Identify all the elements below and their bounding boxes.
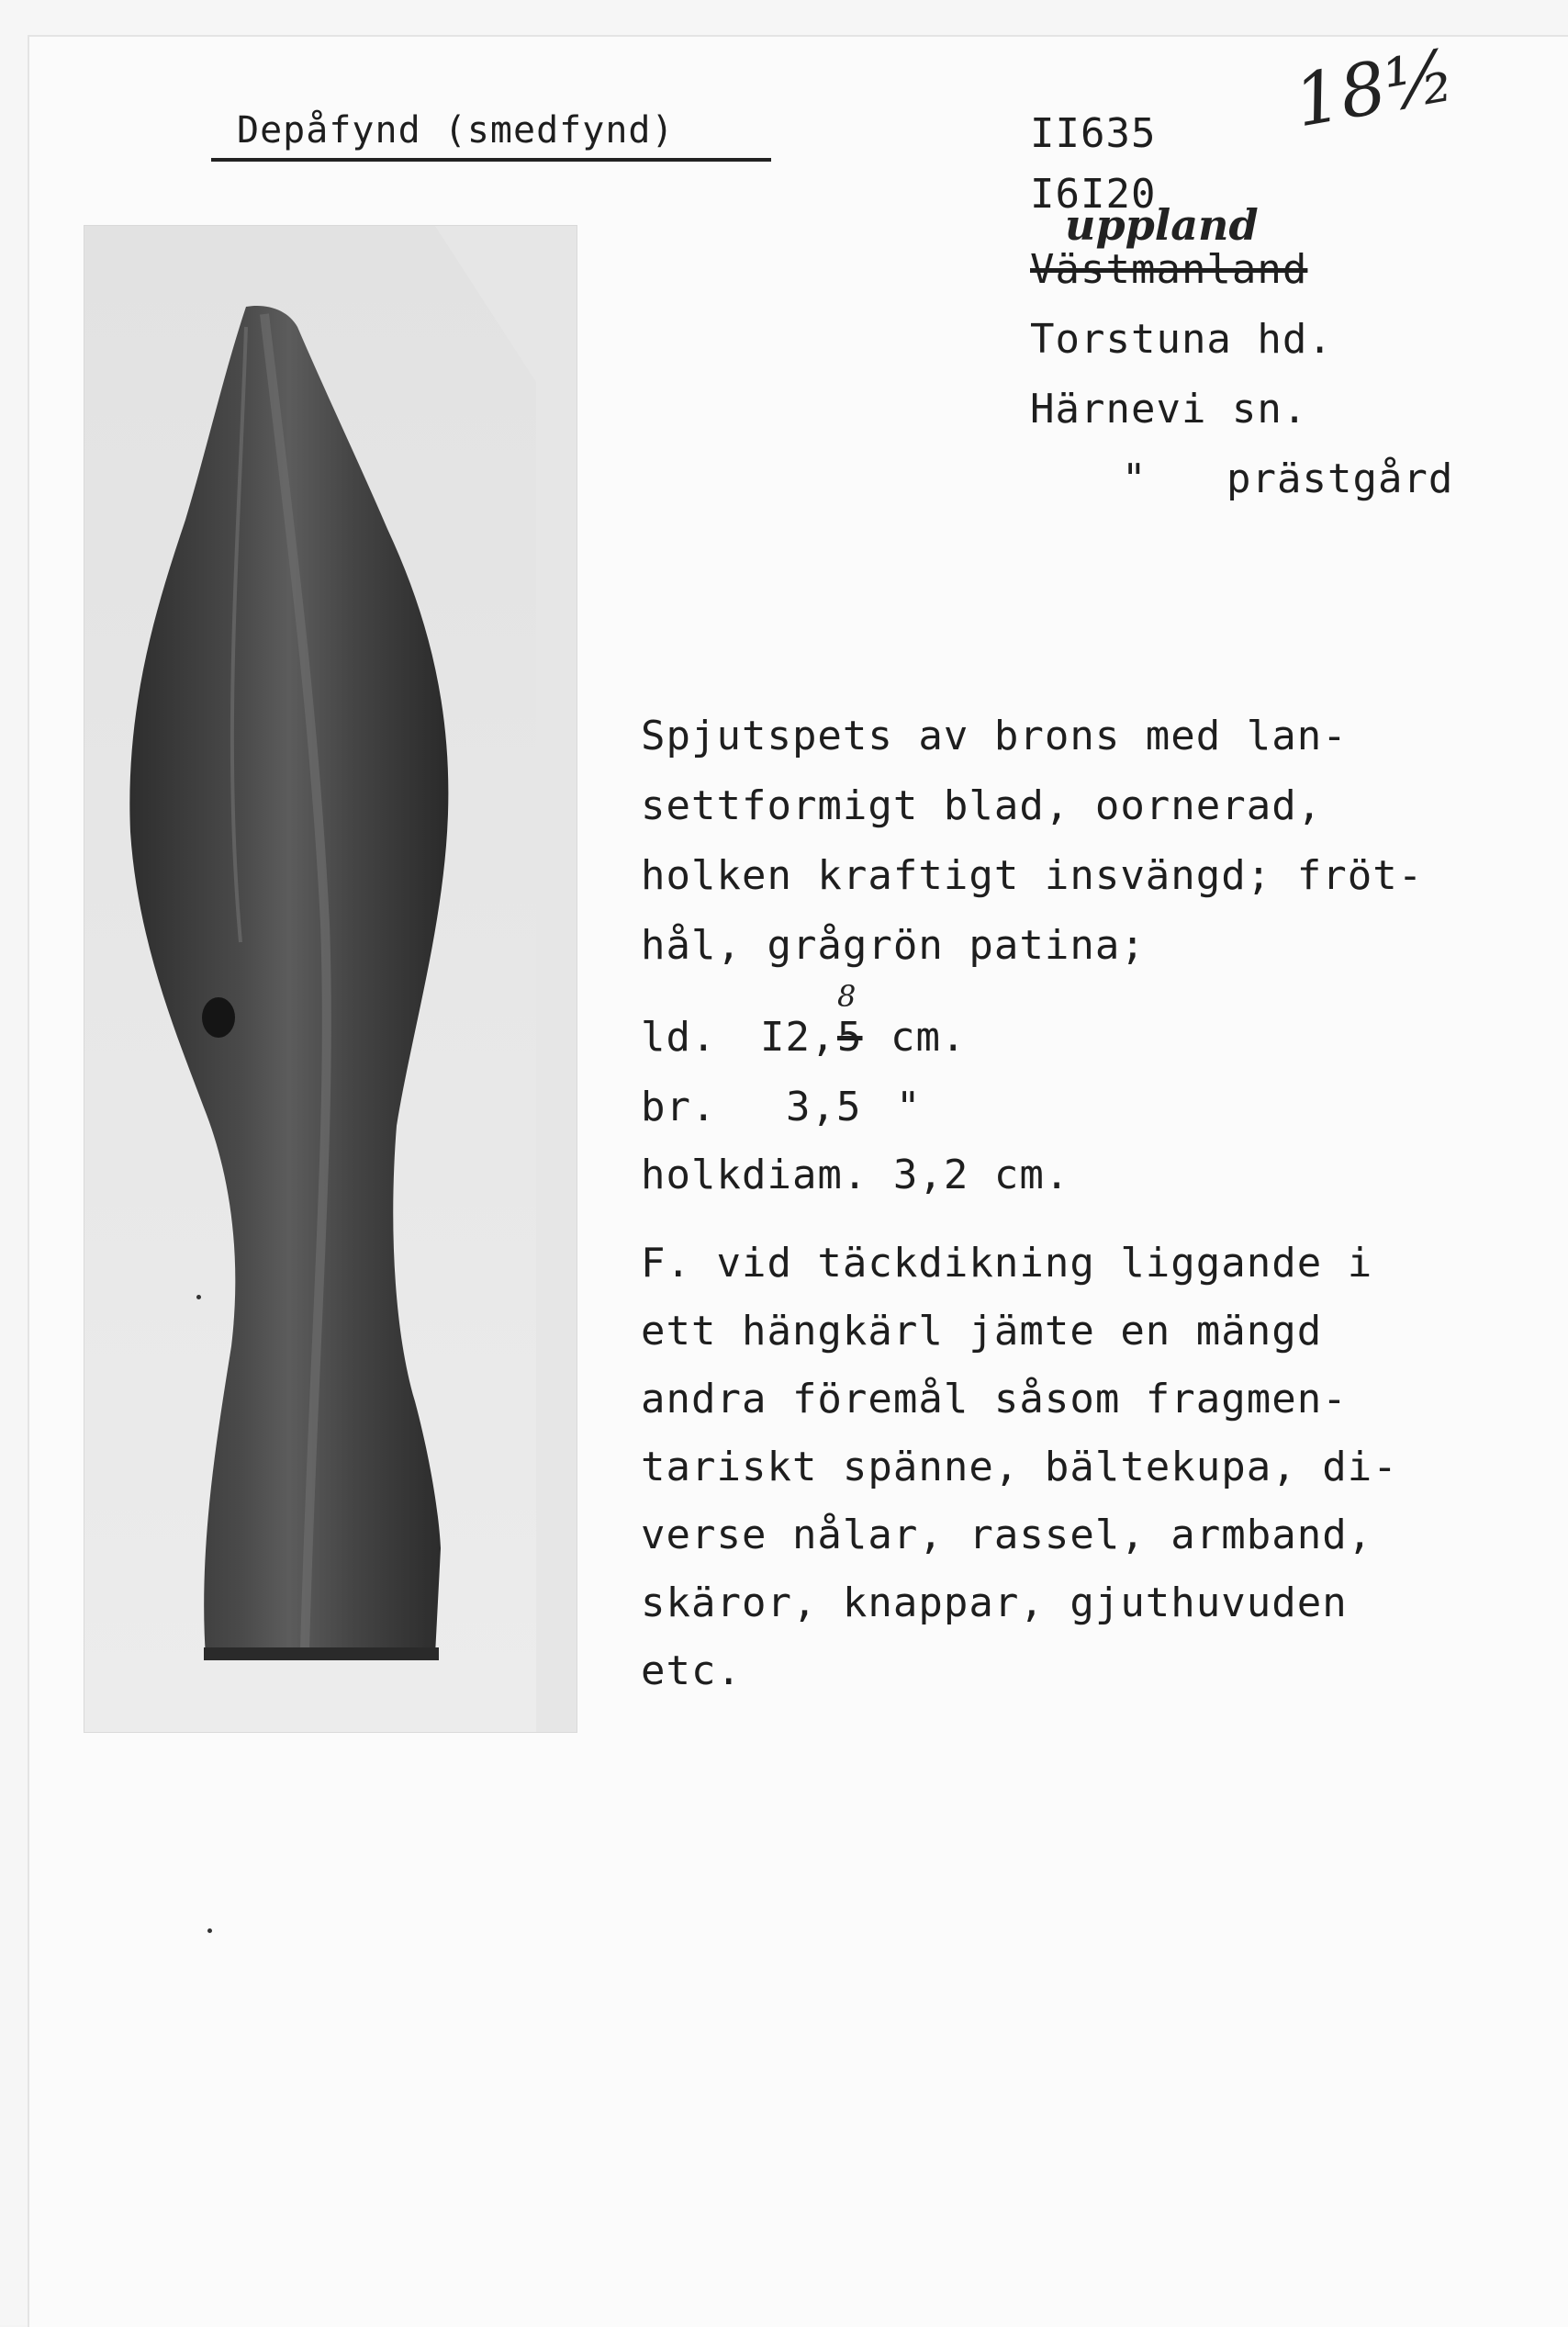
description-line-4: hål, grågrön patina; [641, 922, 1146, 969]
find-line-1: F. vid täckdikning liggande i [641, 1240, 1373, 1287]
speck [207, 1928, 212, 1933]
spearhead-photo [84, 226, 577, 1732]
width-value: 3,5 [786, 1084, 862, 1130]
width-unit: " [896, 1084, 922, 1130]
inventory-number-1: II635 [1030, 110, 1157, 157]
hundred-label: Torstuna hd. [1030, 316, 1333, 363]
farm-ditto-mark: " [1122, 455, 1148, 502]
find-line-3: andra föremål såsom fragmen- [641, 1376, 1348, 1422]
description-line-2: settformigt blad, oornerad, [641, 782, 1323, 829]
speck [196, 1295, 201, 1299]
province-handwritten: uppland [1065, 200, 1259, 250]
spearhead-illustration [84, 226, 577, 1732]
width-label: br. [641, 1084, 717, 1130]
sheet-number: 18½ [1288, 34, 1462, 144]
find-line-2: ett hängkärl jämte en mängd [641, 1308, 1323, 1355]
description-line-1: Spjutspets av brons med lan- [641, 713, 1348, 759]
parish-label: Härnevi sn. [1030, 386, 1308, 433]
card-heading: Depåfynd (smedfynd) [237, 109, 675, 152]
heading-underline [211, 158, 771, 162]
length-value: I2, [760, 1014, 836, 1061]
find-line-4: tariskt spänne, bältekupa, di- [641, 1444, 1398, 1490]
length-struck-digit: 5 [837, 1014, 863, 1061]
find-line-6: skäror, knappar, gjuthuvuden [641, 1579, 1348, 1626]
find-line-7: etc. [641, 1647, 742, 1694]
corrosion-hole [202, 997, 235, 1038]
inventory-number-2: I6I20 [1030, 171, 1157, 218]
find-line-5: verse nålar, rassel, armband, [641, 1512, 1373, 1558]
farm-label: prästgård [1226, 455, 1454, 502]
socket-diameter: holkdiam. 3,2 cm. [641, 1152, 1070, 1198]
socket-base [204, 1647, 439, 1660]
correction-mark: 8 [837, 979, 857, 1014]
length-unit: cm. [890, 1014, 967, 1061]
length-label: ld. [641, 1014, 717, 1061]
province-struck: Västmanland [1030, 246, 1308, 293]
description-line-3: holken kraftigt insvängd; fröt- [641, 852, 1424, 899]
